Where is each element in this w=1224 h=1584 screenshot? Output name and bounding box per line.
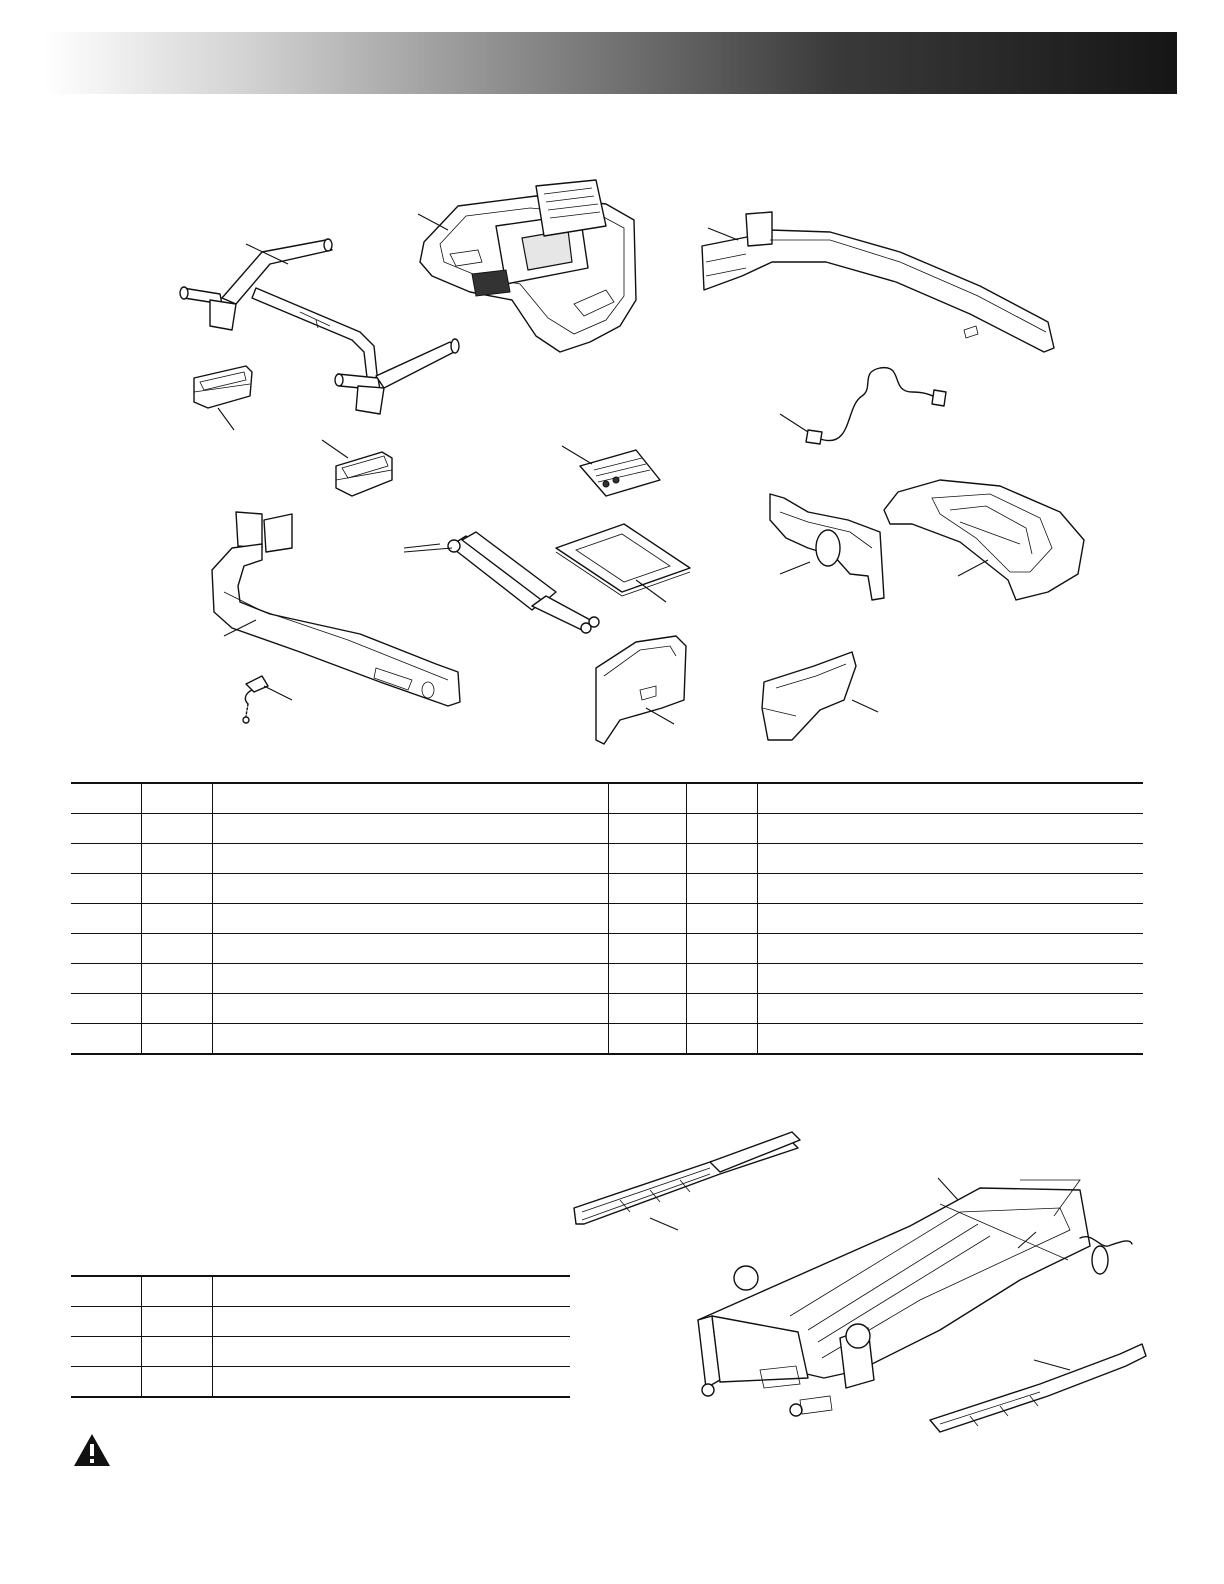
console-assembly [418, 180, 636, 352]
table-row [71, 844, 1143, 874]
base-cover-left [596, 636, 686, 744]
hardware-card [562, 446, 660, 496]
right-side-rail [930, 1344, 1146, 1432]
table-row [71, 994, 1143, 1024]
cup-holder-left [194, 366, 252, 430]
table-row [71, 874, 1143, 904]
upright-cover [770, 494, 884, 600]
left-side-rail [574, 1132, 800, 1230]
table-row [71, 814, 1143, 844]
table-row [71, 964, 1143, 994]
table-row [71, 904, 1143, 934]
safety-key [243, 676, 292, 723]
table-row [71, 1367, 570, 1398]
right-upright [702, 212, 1054, 352]
table-row [71, 1337, 570, 1367]
left-upright [212, 512, 460, 706]
table-row [71, 934, 1143, 964]
table-row [71, 1276, 570, 1307]
base-cover-right [762, 652, 878, 740]
parts-table-top [71, 782, 1143, 1055]
cup-holder-center [322, 440, 392, 496]
base-illustration [560, 1120, 1200, 1450]
warning-triangle-icon [72, 1432, 112, 1468]
table-row [71, 783, 1143, 814]
table-row [71, 1307, 570, 1337]
motor-hood [884, 480, 1084, 600]
power-cord [780, 368, 946, 444]
parts-illustration [0, 0, 1224, 760]
owners-manual [556, 524, 690, 602]
parts-table-bottom [71, 1275, 570, 1398]
table-row [71, 1024, 1143, 1055]
